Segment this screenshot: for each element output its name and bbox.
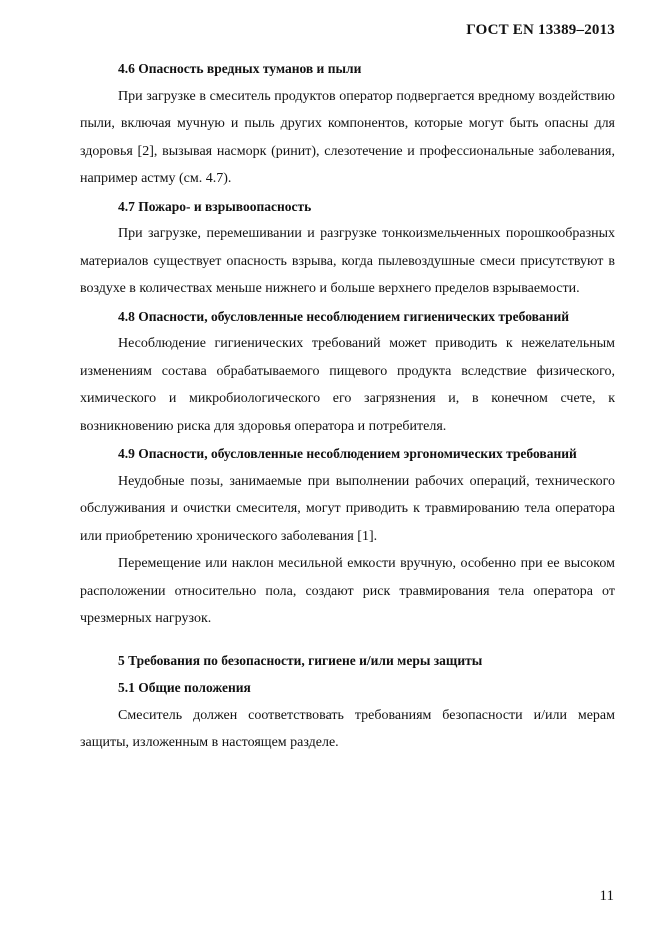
paragraph-4-9-2: Перемещение или наклон месильной емкости вручную, особенно при ее высоком расположении относительно пола, создают риск травмирования тела оператора от чрезмерных нагрузок.	[80, 556, 615, 626]
section-heading-4-8: 4.8 Опасности, обусловленные несоблюдением гигиенических требований	[118, 308, 570, 324]
paragraph-5-1: Смеситель должен соответствовать требованиям безопасности и/или мерам защиты, изложенным в настоящем разделе.	[80, 707, 615, 750]
section-heading-5: 5 Требования по безопасности, гигиене и/или меры защиты	[118, 652, 483, 668]
section-heading-4-6: 4.6 Опасность вредных туманов и пыли	[118, 61, 362, 76]
page-number: 11	[599, 888, 614, 904]
paragraph-4-8: Несоблюдение гигиенических требований может приводить к нежелательным изменениям состава обрабатываемого пищевого продукта вследствие физического, химического и микробиологического его загрязнения и, в конечном счете, к возникновению риска для здоровья оператора и потребителя.	[80, 336, 615, 434]
paragraph-4-7: При загрузке, перемешивании и разгрузке тонкоизмельченных порошкообразных материалов существует опасность взрыва, когда пылевоздушные смеси присутствуют в воздухе в количествах меньше нижнего и больше верхнего пределов взрываемости.	[80, 226, 615, 296]
section-heading-4-7: 4.7 Пожаро- и взрывоопасность	[118, 198, 312, 214]
section-spacer	[80, 633, 615, 647]
section-heading-5-1: 5.1 Общие положения	[118, 680, 251, 695]
document-body	[80, 55, 615, 757]
document-code: ГОСТ EN 13389–2013	[466, 22, 615, 38]
section-heading-4-9: 4.9 Опасности, обусловленные несоблюдением эргономических требований	[118, 446, 577, 461]
paragraph-4-9-1: Неудобные позы, занимаемые при выполнении рабочих операций, технического обслуживания и очистки смесителя, могут приводить к травмированию тела оператора или приобретению хронического заболевания [1].	[80, 473, 615, 544]
paragraph-4-6: При загрузке в смеситель продуктов оператор подвергается вредному воздействию пыли, включая мучную и пыль других компонентов, которые могут быть опасны для здоровья [2], вызывая насморк (ринит), слезотечение и профессиональные заболевания, например астму (см. 4.7).	[80, 88, 615, 186]
